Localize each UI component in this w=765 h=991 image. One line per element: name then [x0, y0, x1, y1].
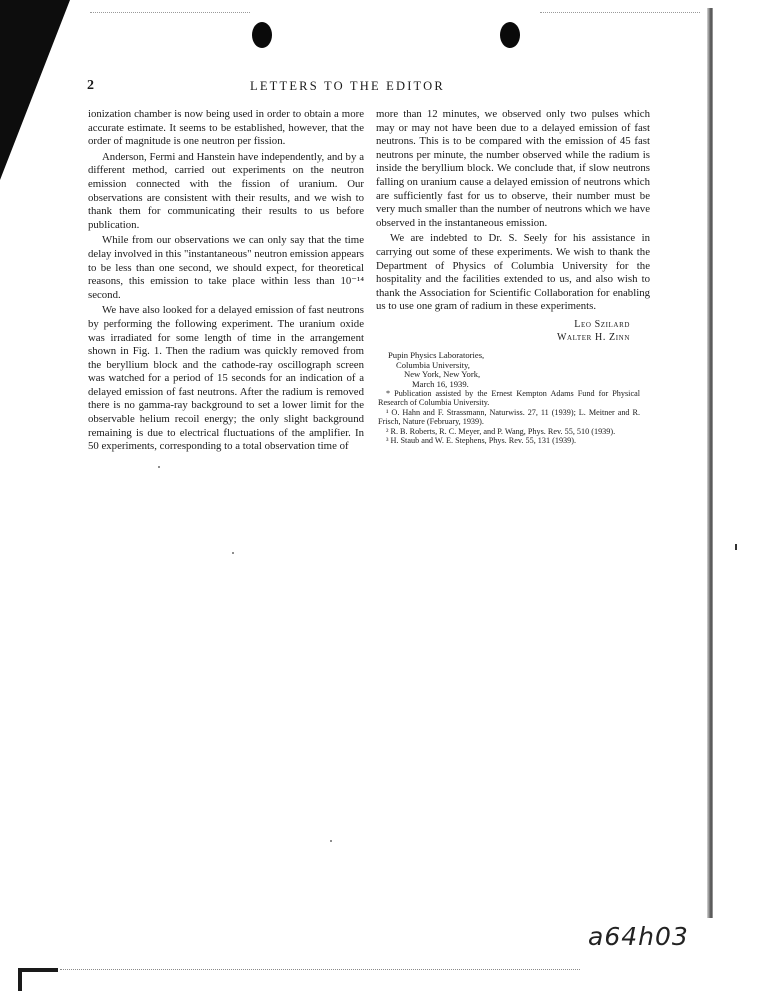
affiliation-line: New York, New York,: [404, 369, 481, 380]
author-signature: Leo Szilard: [574, 319, 630, 330]
paragraph: We have also looked for a delayed emission of fast neutrons by performing the following experiment. The uranium oxide was irradiated for some length of time in the arrangement shown in Fig. 1. Then the radium was quickly removed from the beryllium block and the cathode-ray oscillograph screen was watched for a period of 15 seconds for an indication of a delayed emission of fast neutrons. After the radium is removed there is no gamma-ray background to set a lower limit for the observable helium recoil energy; the only slight background remaining is due to electrical fluctuations of the amplifier. In 50 experiments, corresponding to a total observation time of: [88, 304, 364, 453]
handwritten-archive-number: a64h03: [588, 922, 689, 951]
left-column: [88, 108, 364, 454]
footnote: ³ H. Staub and W. E. Stephens, Phys. Rev. 55, 131 (1939).: [386, 436, 577, 446]
signature-block: [376, 318, 650, 344]
affiliation: [388, 351, 484, 389]
page-number: 2: [87, 78, 94, 93]
affiliation-line: Pupin Physics Laboratories,: [388, 350, 485, 360]
scan-speck: [232, 552, 234, 554]
scan-bottom-mark: [18, 968, 58, 972]
scan-speck: [735, 544, 737, 550]
footnote: ² R. B. Roberts, R. C. Meyer, and P. Wang, Phys. Rev. 55, 510 (1939).: [386, 426, 616, 436]
scan-top-edge-right: [540, 12, 700, 14]
punch-hole-right: [500, 22, 520, 48]
footnote: * Publication assisted by the Ernest Kempton Adams Fund for Physical Research of Columbia University.: [378, 389, 640, 408]
author-signature: Walter H. Zinn: [556, 332, 630, 343]
affiliation-line: Columbia University,: [396, 359, 470, 370]
paragraph: more than 12 minutes, we observed only two pulses which may or may not have been due to a delayed emission of fast neutrons. This is to be compared with the emission of 45 fast neutrons per minute, the number observed while the radium is inside the beryllium block. We conclude that, if slow neutrons falling on uranium cause a delayed emission of neutrons which are sufficiently fast for us to observe, their number must be very much smaller than the number of neutrons which we have observed in the instantaneous emission.: [376, 108, 650, 229]
punch-hole-left: [252, 22, 272, 48]
scan-bottom-mark-vertical: [18, 968, 22, 991]
scan-right-edge: [707, 8, 713, 918]
paragraph: Anderson, Fermi and Hanstein have independently, and by a different method, carried out experiments on the neutron emission connected with the fission of uranium. Our observations are consistent with their results, and we wish to thank them for communicating their results to us before publication.: [88, 150, 364, 231]
footnote: ¹ O. Hahn and F. Strassmann, Naturwiss. 27, 11 (1939); L. Meitner and R. Frisch, Nature (February, 1939).: [378, 407, 640, 427]
scan-corner-shadow: [0, 0, 70, 180]
scan-top-edge: [90, 12, 250, 14]
running-head: LETTERS TO THE EDITOR: [250, 79, 445, 93]
paragraph: ionization chamber is now being used in order to obtain a more accurate estimate. It seems to be established, however, that the order of magnitude is one neutron per fission.: [88, 108, 364, 148]
right-column: [376, 108, 650, 314]
scan-speck: [158, 466, 160, 468]
affiliation-line: March 16, 1939.: [412, 378, 469, 389]
scan-bottom-edge: [60, 969, 580, 970]
scan-speck: [330, 840, 332, 842]
paragraph: We are indebted to Dr. S. Seely for his assistance in carrying out some of these experiments. We wish to thank the Department of Physics of Columbia University for the hospitality and the facilities extended to us, and also wish to thank the Association for Scientific Collaboration for enabling us to use one gram of radium in these experiments.: [376, 232, 650, 313]
footnotes: [378, 389, 640, 445]
paragraph: While from our observations we can only say that the time delay involved in this "instantaneous" neutron emission appears to be less than one second, we should expect, for theoretical reasons, this emission to take place within less than 10⁻¹⁴ second.: [88, 234, 364, 301]
